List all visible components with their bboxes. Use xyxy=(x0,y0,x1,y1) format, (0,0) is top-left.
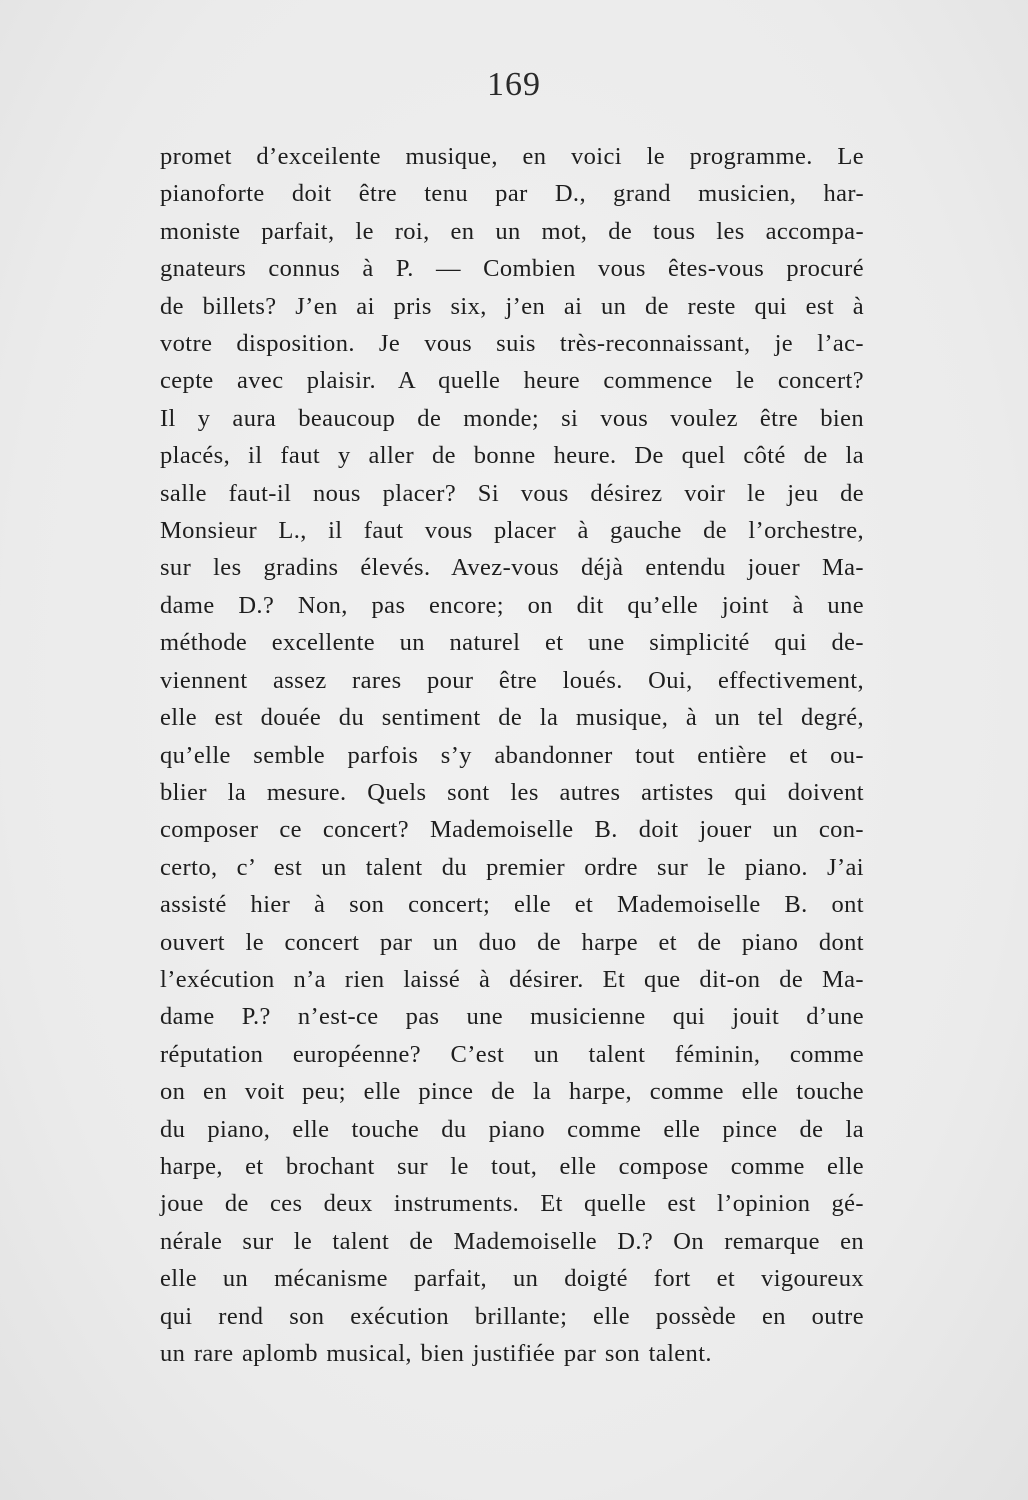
text-line: sur les gradins élevés. Avez-vous déjà entendu jouer Ma- xyxy=(160,554,864,582)
body-text xyxy=(160,138,864,1372)
text-line: joue de ces deux instruments. Et quelle est l’opinion gé- xyxy=(160,1190,864,1218)
text-line: nérale sur le talent de Mademoiselle D.? On remarque en xyxy=(160,1227,864,1255)
text-line: viennent assez rares pour être loués. Oui, effectivement, xyxy=(160,666,864,694)
text-line: votre disposition. Je vous suis très-reconnaissant, je l’ac- xyxy=(160,330,864,358)
text-line: pianoforte doit être tenu par D., grand musicien, har- xyxy=(160,180,864,208)
text-line: Il y aura beaucoup de monde; si vous voulez être bien xyxy=(160,404,864,432)
text-line: réputation européenne? C’est un talent féminin, comme xyxy=(160,1040,864,1068)
text-line: qui rend son exécution brillante; elle possède en outre xyxy=(160,1302,864,1330)
text-line: placés, il faut y aller de bonne heure. De quel côté de la xyxy=(160,442,864,470)
text-line: certo, c’ est un talent du premier ordre sur le piano. J’ai xyxy=(160,853,864,881)
text-line: un rare aplomb musical, bien justifiée par son talent. xyxy=(160,1340,712,1367)
text-line: l’exécution n’a rien laissé à désirer. Et que dit-on de Ma- xyxy=(160,965,864,993)
text-line: elle un mécanisme parfait, un doigté fort et vigoureux xyxy=(160,1265,864,1293)
text-line: cepte avec plaisir. A quelle heure commence le concert? xyxy=(160,367,864,395)
page-number: 169 xyxy=(487,66,541,103)
text-line: salle faut-il nous placer? Si vous désirez voir le jeu de xyxy=(160,479,864,507)
text-line: moniste parfait, le roi, en un mot, de tous les accompa- xyxy=(160,217,864,245)
text-line: dame D.? Non, pas encore; on dit qu’elle joint à une xyxy=(160,591,864,619)
text-line: dame P.? n’est-ce pas une musicienne qui jouit d’une xyxy=(160,1003,864,1031)
text-line: elle est douée du sentiment de la musique, à un tel degré, xyxy=(160,704,864,732)
text-line: gnateurs connus à P. — Combien vous êtes-vous procuré xyxy=(160,255,864,283)
text-line: blier la mesure. Quels sont les autres artistes qui doivent xyxy=(160,778,864,806)
text-line: promet d’exceilente musique, en voici le programme. Le xyxy=(160,143,864,170)
text-line: on en voit peu; elle pince de la harpe, comme elle touche xyxy=(160,1078,864,1106)
text-line: assisté hier à son concert; elle et Mademoiselle B. ont xyxy=(160,891,864,919)
text-line: de billets? J’en ai pris six, j’en ai un de reste qui est à xyxy=(160,292,864,320)
text-line: méthode excellente un naturel et une simplicité qui de- xyxy=(160,629,864,657)
text-line: ouvert le concert par un duo de harpe et de piano dont xyxy=(160,928,864,956)
text-line: du piano, elle touche du piano comme elle pince de la xyxy=(160,1115,864,1143)
text-line: Monsieur L., il faut vous placer à gauche de l’orchestre, xyxy=(160,517,864,545)
text-line: harpe, et brochant sur le tout, elle compose comme elle xyxy=(160,1152,864,1180)
text-line: qu’elle semble parfois s’y abandonner tout entière et ou- xyxy=(160,741,864,769)
text-line: composer ce concert? Mademoiselle B. doit jouer un con- xyxy=(160,816,864,844)
